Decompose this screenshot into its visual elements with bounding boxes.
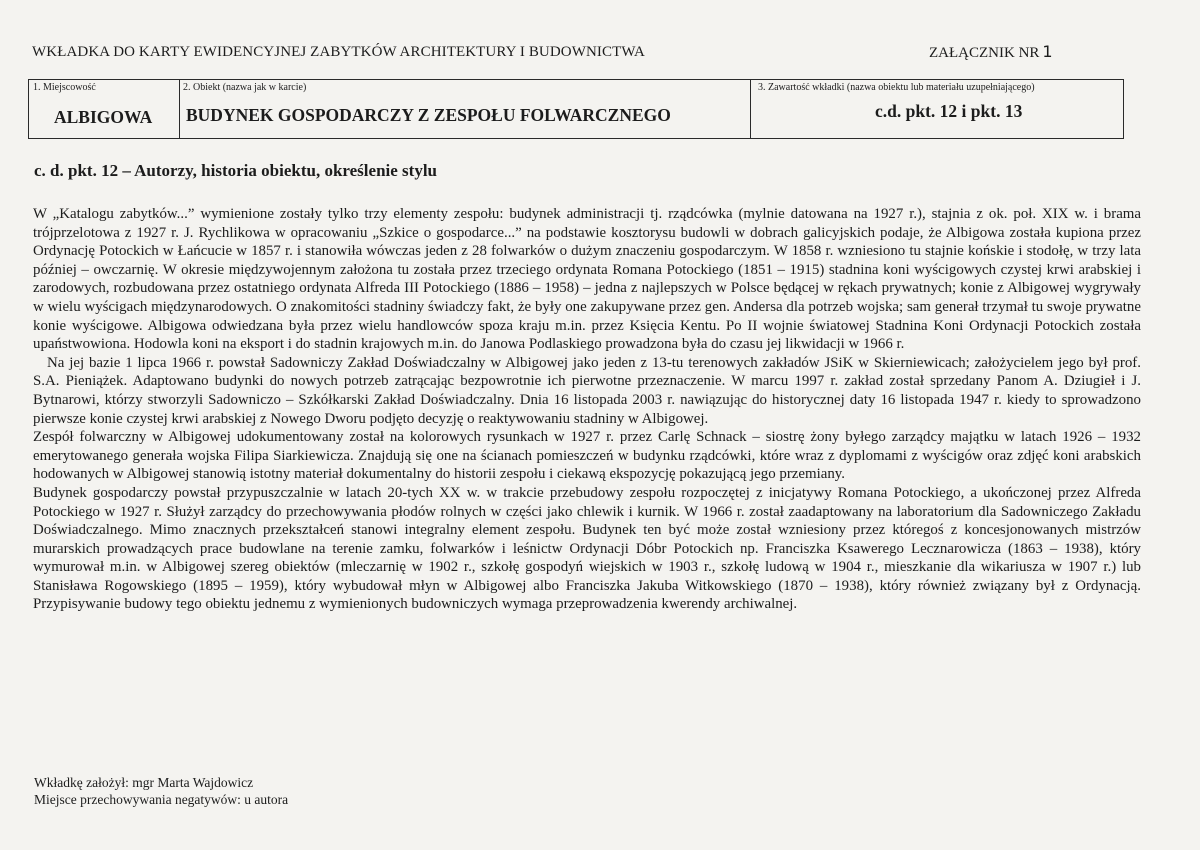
field-locality-value: ALBIGOWA [54, 107, 153, 127]
paragraph-postwar: Na jej bazie 1 lipca 1966 r. powstał Sadowniczy Zakład Doświadczalny w Albigowej jako jeden z 13-tu terenowych zakładów JSiK w Skierniewicach; założycielem jego był prof. S.A. Pieniążek. Adaptowano budynki do nowych potrzeb zatrącając bezpowrotnie ich pierwotne przeznaczenie. W marcu 1997 r. zakład został sprzedany Panom A. Dziugieł i J. Bytnarowi, którzy stworzyli Sadowniczo – Szkółkarski Zakład Doświadczalny. Dnia 16 listopada 2003 r. nawiązując do historycznej daty 16 listopada 1947 r. kiedy to sprowadzono pierwsze konie czystej krwi arabskiej z Nowego Dworu podjęto decyzję o reaktywowaniu stadniny w Albigowej. [33, 354, 1141, 427]
annex-number: 1 [1042, 42, 1053, 61]
footer [34, 774, 288, 808]
field-contents-value: c.d. pkt. 12 i pkt. 13 [875, 101, 1023, 121]
document-title: WKŁADKA DO KARTY EWIDENCYJNEJ ZABYTKÓW ARCHITEKTURY I BUDOWNICTWA [32, 44, 645, 60]
field-contents [750, 79, 1124, 139]
body-text [33, 205, 1141, 614]
annex-label [929, 42, 1053, 62]
paragraph-history: W „Katalogu zabytków...” wymienione zostały tylko trzy elementy zespołu: budynek administracji tj. rządcówka (mylnie datowana na 1927 r.), stajnia z ok. poł. XIX w. i brama trójprzelotowa z 1927 r. J. Rychlikowa w opracowaniu „Szkice o gospodarce...” na podstawie kosztorysu budowli w dobrach galicyjskich podaje, że Albigowa została kupiona przez Ordynację Potockich w Łańcucie w 1857 r. i stanowiła wówczas jeden z 28 folwarków o dużym znaczeniu gospodarczym. W 1858 r. wzniesiono tu stajnie końskie i stodołę, w trzy lata później – owczarnię. W okresie międzywojennym założona tu została przez trzeciego ordynata Romana Potockiego (1851 – 1915) stadnina koni wyścigowych czystej krwi arabskiej i zarodowych, rozbudowana przez ostatniego ordynata Alfreda III Potockiego (1886 – 1958) – jedna z najlepszych w Polsce będącej w rękach prywatnych; konie z Albigowej wygrywały w wielu wyścigach międzynarodowych. O znakomitości stadniny świadczy fakt, że były one zakupywane przez gen. Andersa dla potrzeb wojska; sam generał trzymał tu swoje prywatne konie wyścigowe. Albigowa odwiedzana była przez wielu handlowców spoza kraju m.in. przez Księcia Kentu. Po II wojnie światowej Stadnina Koni Ordynacji Potockich została upaństwowiona. Hodowla koni na eksport i do stadnin krajowych m.in. do Janowa Podlaskiego prowadzona była do czasu jej likwidacji w 1966 r. [33, 206, 1141, 353]
paragraph-building: Budynek gospodarczy powstał przypuszczalnie w latach 20-tych XX w. w trakcie przebudowy zespołu rozpoczętej z inicjatywy Romana Potockiego, a ukończonej przez Alfreda Potockiego w 1927 r. Służył zarządcy do przechowywania płodów rolnych w części jako chlewik i kurnik. W 1966 r. został zaadaptowany na laboratorium dla Sadowniczego Zakładu Doświadczalnego. Mimo znacznych przekształceń stanowi integralny element zespołu. Budynek ten być może został wzniesiony przez któregoś z koncesjonowanych mistrzów murarskich prowadzących prace budowlane na terenie zamku, folwarków i leśnictw Ordynacji Dóbr Potockich np. Franciszka Ksawerego Lecznarowicza (1863 – 1938), który wymurował m.in. w Albigowej szereg obiektów (mleczarnię w 1902 r., szkołę gospodyń wiejskich w 1903 r., szkołę ludową w 1904 r., mieszkanie dla wikariusza w 1907 r.) lub Stanisława Rogowskiego (1895 – 1959), który wybudował młyn w Albigowej albo Franciszka Jakuba Witkowskiego (1870 – 1938), który również związany był z Ordynacją. Przypisywanie budowy tego obiektu jednemu z wymienionych budowniczych wymaga przeprowadzenia kwerendy archiwalnej. [33, 484, 1141, 613]
field-locality-label: 1. Miejscowość [33, 82, 96, 93]
section-heading: c. d. pkt. 12 – Autorzy, historia obiektu, określenie stylu [34, 161, 437, 180]
field-object [179, 79, 751, 139]
field-object-value: BUDYNEK GOSPODARCZY Z ZESPOŁU FOLWARCZNEGO [186, 105, 671, 125]
footer-negatives: Miejsce przechowywania negatywów: u autora [34, 792, 289, 807]
annex-label-text: ZAŁĄCZNIK NR [929, 45, 1040, 61]
paragraph-drawings: Zespół folwarczny w Albigowej udokumentowany został na kolorowych rysunkach w 1927 r. przez Carlę Schnack – siostrę żony byłego zarządcy majątku w latach 1926 – 1932 emerytowanego generała wojska Filipa Siarkiewicza. Znajdują się one na ścianach pomieszczeń w budynku rządcówki, które wraz z dyplomami z wyścigów oraz zdjęć koni arabskich hodowanych w Albigowej stanowią istotny materiał dokumentalny do historii zespołu i ciekawą ekspozycję pokazującą jego przemiany. [33, 429, 1141, 483]
footer-author: Wkładkę założył: mgr Marta Wajdowicz [34, 775, 254, 790]
field-contents-label: 3. Zawartość wkładki (nazwa obiektu lub materiału uzupełniającego) [758, 82, 1035, 93]
field-locality [28, 79, 180, 139]
field-object-label: 2. Obiekt (nazwa jak w karcie) [183, 82, 307, 93]
